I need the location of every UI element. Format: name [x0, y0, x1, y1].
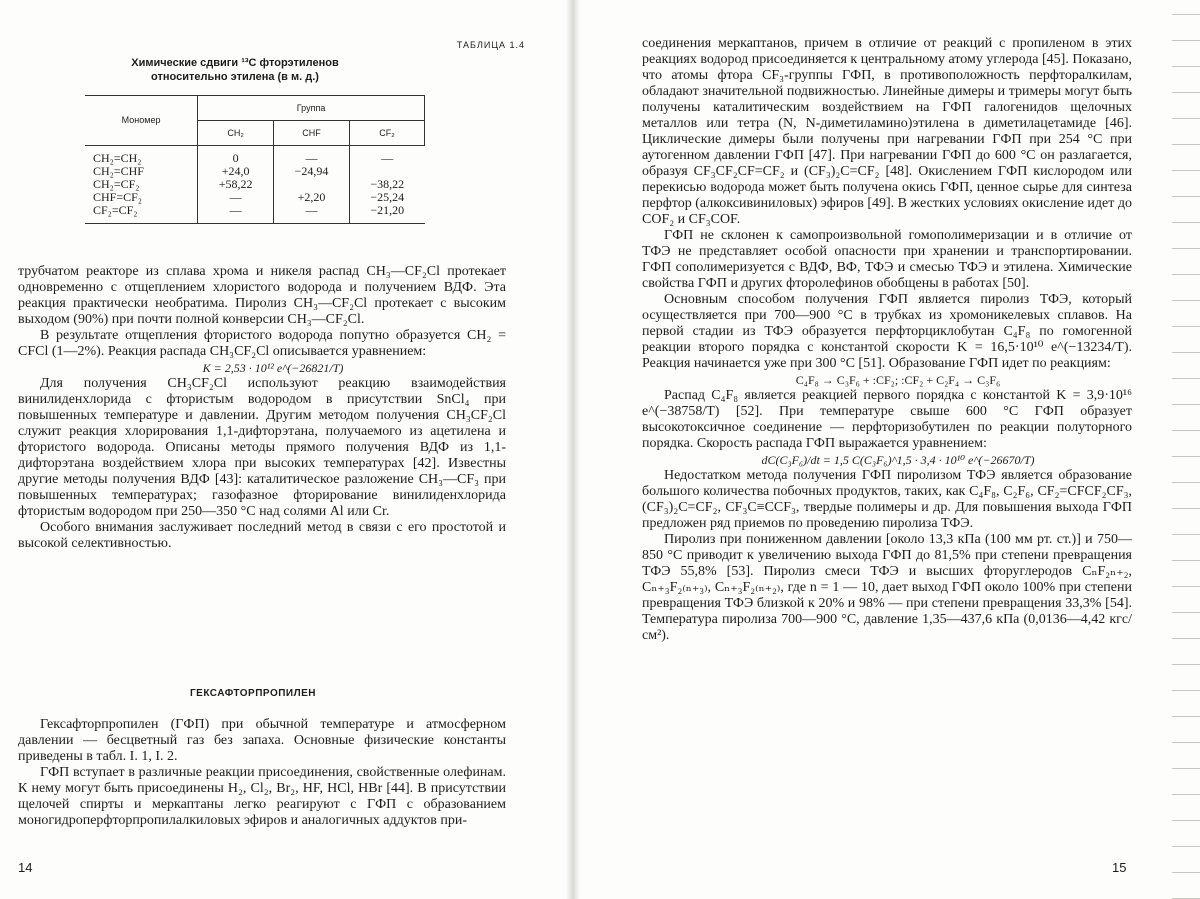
value-cell: +58,22	[198, 178, 274, 191]
book-gutter	[566, 0, 580, 899]
paragraph: Недостатком метода получения ГФП пиролизом ТФЭ является образование большого количества побочных продуктов, таких, как C₄F₈, C₂F₆, CF₂=CFCF₂CF₃, (CF₃)₂C=CF₂, CF₃C≡CCF₃, твердые полимеры и др. Для повышения выхода ГФП предложен ряд приемов по проведению пиролиза ТФЭ.	[642, 468, 1132, 531]
paragraph: Пиролиз при пониженном давлении [около 13,3 кПа (100 мм рт. ст.)] и 750—850 °C приводит к увеличению выхода ГФП до 81,5% при степени превращения ТФЭ 55,8% [53]. Пиролиз смеси ТФЭ и высших фторуглеродов CₙF₂ₙ₊₂, Cₙ₊₃F₂₍ₙ₊₃₎, Cₙ₊₃F₂₍ₙ₊₂₎, где n = 1 — 10, дает выход ГФП около 100% при степени превращения ТФЭ близкой к 20% и 98% — при степени превращения 33,3% [54]. Температура пиролиза 700—900 °C, давление 1,35—437,6 кПа (0,0136—4,42 кгс/см²).	[642, 532, 1132, 643]
scan-edge	[1172, 0, 1200, 899]
value-cell: —	[274, 146, 350, 166]
left-text-block-1	[18, 264, 506, 552]
column-header: CH₂	[198, 121, 274, 146]
monomer-cell: CH₂=CHF	[93, 164, 144, 178]
right-text-block	[642, 36, 1132, 644]
monomer-cell: CH₂=CH₂	[93, 151, 142, 165]
paragraph: трубчатом реакторе из сплава хрома и никеля распад CH₃—CF₂Cl протекает одновременно с отщеплением хлористого водорода и получением ВДФ. Эта реакция практически необратима. Пиролиз CH₃—CF₂Cl протекает с высоким выходом (90%) при почти полной конверсии CH₃—CF₂Cl.	[18, 264, 506, 327]
column-header: CF₂	[349, 121, 424, 146]
decay-rate-equation: dC(C₃F₆)/dt = 1,5 C(C₃F₆)^1,5 · 3,4 · 10¹⁰ e^(−26670/T)	[761, 453, 1035, 467]
value-cell: −38,22	[349, 178, 424, 191]
paragraph: Основным способом получения ГФП является пиролиз ТФЭ, который осуществляется при 700—900 °C в трубках из хромоникелевых сплавов. На первой стадии из ТФЭ образуется перфторциклобутан C₄F₈ по гомогенной реакции второго порядка с константой скорости K = 16,5·10¹⁰ e^(−13234/T). Реакция начинается уже при 300 °C [51]. Образование ГФП идет по реакциям:	[642, 292, 1132, 371]
value-cell: —	[198, 204, 274, 224]
group-header: Группа	[198, 96, 425, 121]
chemical-shift-table	[85, 95, 425, 224]
page-number: 14	[18, 860, 33, 875]
table-title: Химические сдвиги ¹³С фторэтиленов относительно этилена (в м. д.)	[131, 57, 339, 83]
right-page	[590, 0, 1150, 899]
value-cell: +24,0	[198, 165, 274, 178]
left-text-block-2	[18, 717, 506, 829]
left-page	[0, 0, 560, 899]
page-number: 15	[1112, 860, 1127, 875]
table-row	[85, 146, 425, 166]
value-cell: +2,20	[274, 191, 350, 204]
paragraph: Гексафторпропилен (ГФП) при обычной температуре и атмосферном давлении — бесцветный газ без запаха. Основные физические константы приведены в табл. I. 1, I. 2.	[18, 717, 506, 764]
value-cell: −25,24	[349, 191, 424, 204]
paragraph: В результате отщепления фтористого водорода попутно образуется CH₂ = CFCl (1—2%). Реакция распада CH₃CF₂Cl описывается уравнением:	[18, 328, 506, 359]
value-cell: —	[349, 146, 424, 166]
value-cell: —	[274, 204, 350, 224]
paragraph: Распад C₄F₈ является реакцией первого порядка с константой K = 3,9·10¹⁶ e^(−38758/T) [52]. При температуре свыше 600 °C ГФП образует высокотоксичное соединение — перфторизобутилен по реакции полуторного порядка. Скорость распада ГФП выражается уравнением:	[642, 388, 1132, 451]
reaction-scheme: C₄F₈ → C₃F₆ + :CF₂; :CF₂ + C₂F₄ → C₃F₆	[795, 373, 1001, 387]
value-cell: −24,94	[274, 165, 350, 178]
value-cell: −21,20	[349, 204, 424, 224]
paragraph: ГФП вступает в различные реакции присоединения, свойственные олефинам. К нему могут быть присоединены H₂, Cl₂, Br₂, HF, HCl, HBr [44]. В присутствии щелочей спирты и меркаптаны легко реагируют с ГФП с образованием моногидроперфторпропилалкиловых эфиров и аналогичных аддуктов при-	[18, 765, 506, 828]
value-cell: 0	[198, 146, 274, 166]
monomer-cell: CH₂=CF₂	[93, 177, 140, 191]
monomer-cell: CHF=CF₂	[93, 190, 142, 204]
monomer-cell: CF₂=CF₂	[85, 204, 198, 224]
column-header: CHF	[274, 121, 350, 146]
paragraph: Для получения CH₃CF₂Cl используют реакцию взаимодействия винилиденхлорида с фтористым водородом в присутствии SnCl₄ при повышенных температуре и давлении. Другим методом получения CH₃CF₂Cl служит реакция хлорирования 1,1-дифторэтана, получаемого из ацетилена и фтористого водорода. Описаны методы прямого получения ВДФ из 1,1-дифторэтана воздействием хлора при высоких температурах [42]. Известны другие методы получения ВДФ [43]: каталитическое разложение CH₃—CF₃ при повышенных температурах; газофазное фторирование винилиденхлорида фтористым водородом при 250—350 °C над солями Al или Cr.	[18, 376, 506, 519]
paragraph: соединения меркаптанов, причем в отличие от реакций с пропиленом в этих реакциях водород присоединяется к центральному атому углерода [45]. Показано, что атомы фтора CF₃-группы ГФП, в противоположность перфторалкилам, обладают значительной подвижностью. Линейные димеры и тримеры могут быть получены каталитическим воздействием на ГФП галогенидов щелочных металлов или тетра (N, N-диметиламино)этилена в диметилацетамиде [46]. Циклические димеры были получены при нагревании ГФП при 254 °C при аутогенном давлении ГФП [47]. При нагревании ГФП до 600 °C он разлагается, образуя CF₃CF₂CF=CF₂ и (CF₃)₂C=CF₂ [48]. Окислением ГФП кислородом или перекисью водорода может быть получена окись ГФП, ценное сырье для синтеза перфтор (алкоксивиниловых) эфиров [49]. В жестких условиях окисление идет до COF₂ и CF₃COF.	[642, 36, 1132, 227]
value-cell: —	[198, 191, 274, 204]
section-heading: ГЕКСАФТОРПРОПИЛЕН	[190, 688, 317, 699]
monomer-header: Мономер	[85, 96, 198, 146]
rate-equation: K = 2,53 · 10¹² e^(−26821/T)	[202, 361, 344, 375]
table-row	[85, 204, 425, 224]
paragraph: ГФП не склонен к самопроизвольной гомополимеризации и в отличие от ТФЭ не представляет особой опасности при хранении и транспортировании. ГФП сополимеризуется с ВДФ, ВФ, ТФЭ и смесью ТФЭ и этилена. Химические свойства ГФП и других фторолефинов обобщены в работах [50].	[642, 228, 1132, 291]
paragraph: Особого внимания заслуживает последний метод в связи с его простотой и высокой селективностью.	[18, 520, 506, 551]
table-caption: ТАБЛИЦА 1.4	[456, 40, 525, 50]
